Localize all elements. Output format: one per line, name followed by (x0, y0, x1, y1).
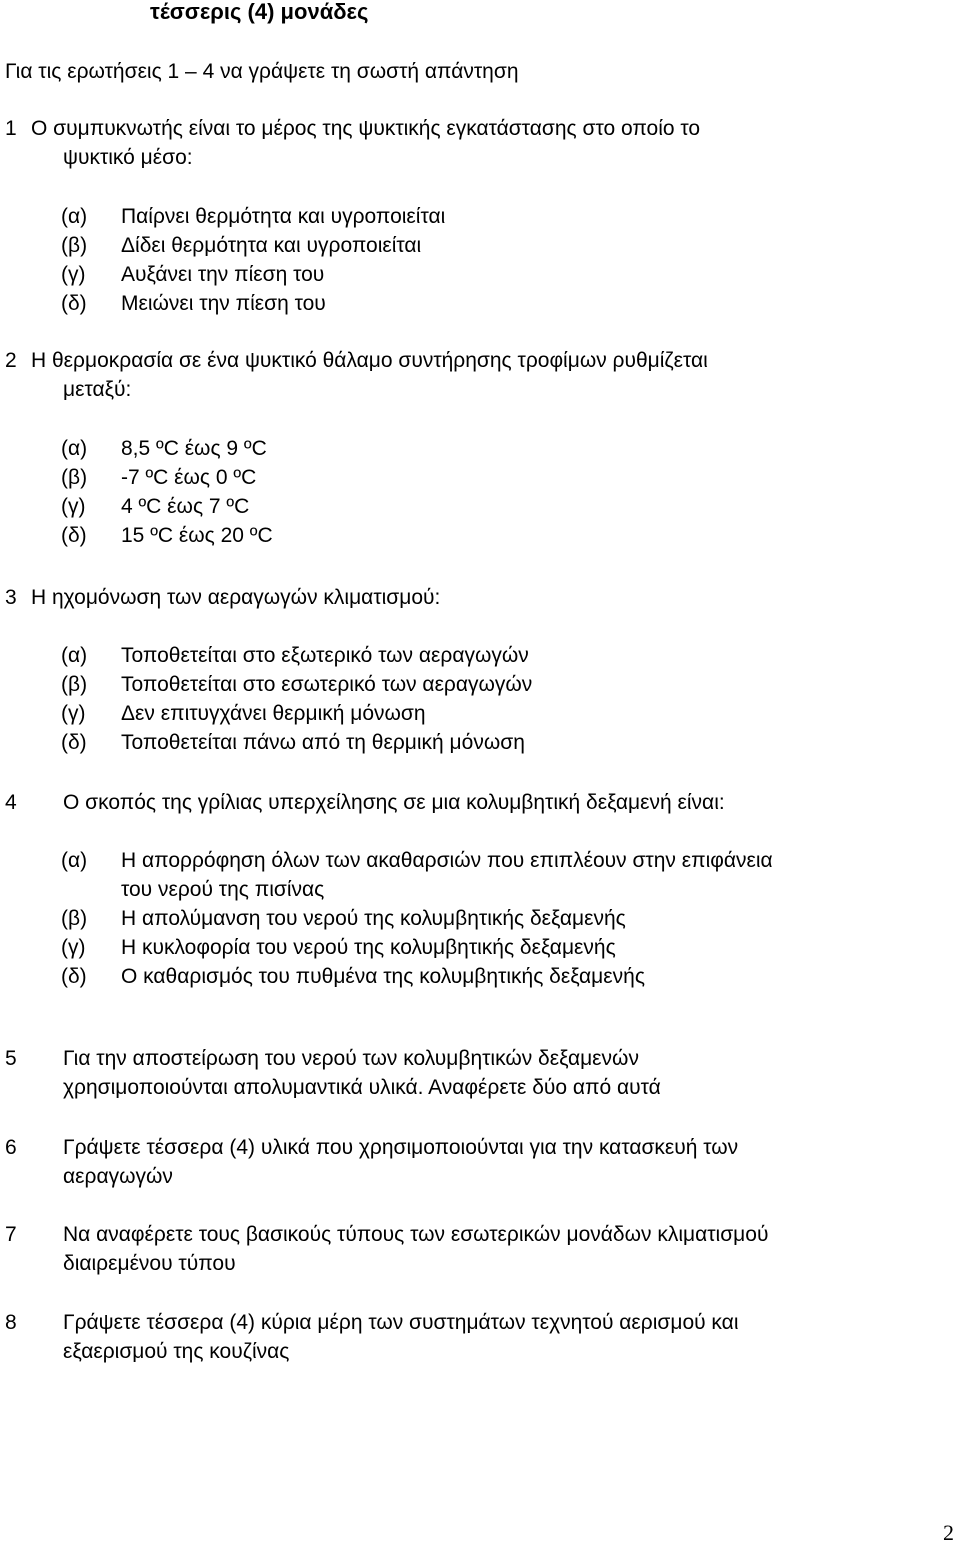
option-text: -7 ºC έως 0 ºC (121, 466, 257, 489)
question-number: 2 (5, 349, 17, 372)
question-number: 6 (5, 1136, 17, 1159)
question-text (63, 1044, 945, 1102)
option-text: Δεν επιτυγχάνει θερμική μόνωση (121, 702, 426, 725)
option-label: (γ) (61, 495, 86, 518)
option-label: (δ) (61, 524, 87, 547)
question-3 (5, 583, 945, 612)
question-4 (5, 788, 945, 817)
question-2 (5, 346, 945, 404)
page-number: 2 (943, 1520, 954, 1545)
option-label: (δ) (61, 731, 87, 754)
option-text: 4 ºC έως 7 ºC (121, 495, 250, 518)
question-text-line: αεραγωγών (63, 1165, 173, 1188)
question-text (63, 1133, 945, 1191)
question-8 (5, 1308, 945, 1366)
question-text-line: εξαερισμού της κουζίνας (63, 1340, 290, 1363)
option-label: (δ) (61, 965, 87, 988)
question-text-line: Ο σκοπός της γρίλιας υπερχείλησης σε μια κολυμβητική δεξαμενή είναι: (63, 791, 725, 814)
instructions: Για τις ερωτήσεις 1 – 4 να γράψετε τη σωστή απάντηση (5, 60, 519, 83)
option-text: Αυξάνει την πίεση του (121, 263, 325, 286)
option-text: Η απορρόφηση όλων των ακαθαρσιών που επιπλέουν στην επιφάνεια (121, 849, 773, 872)
question-number: 1 (5, 117, 17, 140)
question-text-line: ψυκτικό μέσο: (63, 146, 193, 169)
question-5 (5, 1044, 945, 1102)
option-text: Τοποθετείται στο εξωτερικό των αεραγωγών (121, 644, 529, 667)
question-text-line: Να αναφέρετε τους βασικούς τύπους των εσωτερικών μονάδων κλιματισμού (63, 1223, 769, 1246)
question-text-line: μεταξύ: (63, 378, 132, 401)
question-text-line: διαιρεμένου τύπου (63, 1252, 236, 1275)
option-label: (γ) (61, 263, 86, 286)
option-text: Η κυκλοφορία του νερού της κολυμβητικής δεξαμενής (121, 936, 616, 959)
question-text-line: Η ηχομόνωση των αεραγωγών κλιματισμού: (31, 586, 441, 609)
option-text: Τοποθετείται στο εσωτερικό των αεραγωγών (121, 673, 533, 696)
option-label: (β) (61, 907, 88, 930)
option-label: (γ) (61, 936, 86, 959)
option-text: Ο καθαρισμός του πυθμένα της κολυμβητικής δεξαμενής (121, 965, 645, 988)
option-text: Η απολύμανση του νερού της κολυμβητικής δεξαμενής (121, 907, 626, 930)
question-6 (5, 1133, 945, 1191)
question-text (31, 583, 945, 612)
question-text (63, 788, 945, 817)
question-1 (5, 114, 945, 172)
question-text (31, 114, 945, 143)
option-label: (δ) (61, 292, 87, 315)
option-label: (γ) (61, 702, 86, 725)
question-text (31, 346, 945, 375)
option-label: (α) (61, 437, 88, 460)
question-number: 7 (5, 1223, 17, 1246)
question-text-line: Γράψετε τέσσερα (4) υλικά που χρησιμοποιούνται για την κατασκευή των (63, 1136, 739, 1159)
question-number: 4 (5, 791, 17, 814)
question-number: 8 (5, 1311, 17, 1334)
question-text-line: χρησιμοποιούνται απολυμαντικά υλικά. Αναφέρετε δύο από αυτά (63, 1076, 661, 1099)
option-label: (α) (61, 849, 88, 872)
question-text (63, 1308, 945, 1366)
question-text-line: Γράψετε τέσσερα (4) κύρια μέρη των συστημάτων τεχνητού αερισμού και (63, 1311, 739, 1334)
option-label: (β) (61, 234, 88, 257)
option-text: Δίδει θερμότητα και υγροποιείται (121, 234, 422, 257)
option-text: Παίρνει θερμότητα και υγροποιείται (121, 205, 446, 228)
option-label: (β) (61, 673, 88, 696)
question-number: 3 (5, 586, 17, 609)
option-text-continued: του νερού της πισίνας (121, 878, 325, 901)
option-text: Τοποθετείται πάνω από τη θερμική μόνωση (121, 731, 525, 754)
option-text: Μειώνει την πίεση του (121, 292, 326, 315)
option-label: (β) (61, 466, 88, 489)
question-number: 5 (5, 1047, 17, 1070)
question-text-line: Για την αποστείρωση του νερού των κολυμβητικών δεξαμενών (63, 1047, 639, 1070)
question-text-line: Η θερμοκρασία σε ένα ψυκτικό θάλαμο συντήρησης τροφίμων ρυθμίζεται (31, 349, 708, 372)
option-label: (α) (61, 205, 88, 228)
option-text: 8,5 ºC έως 9 ºC (121, 437, 267, 460)
question-text-line: Ο συμπυκνωτής είναι το μέρος της ψυκτικής εγκατάστασης στο οποίο το (31, 117, 701, 140)
question-text (63, 1220, 945, 1278)
option-text: 15 ºC έως 20 ºC (121, 524, 273, 547)
section-heading: τέσσερις (4) μονάδες (150, 0, 369, 24)
option-label: (α) (61, 644, 88, 667)
question-7 (5, 1220, 945, 1278)
